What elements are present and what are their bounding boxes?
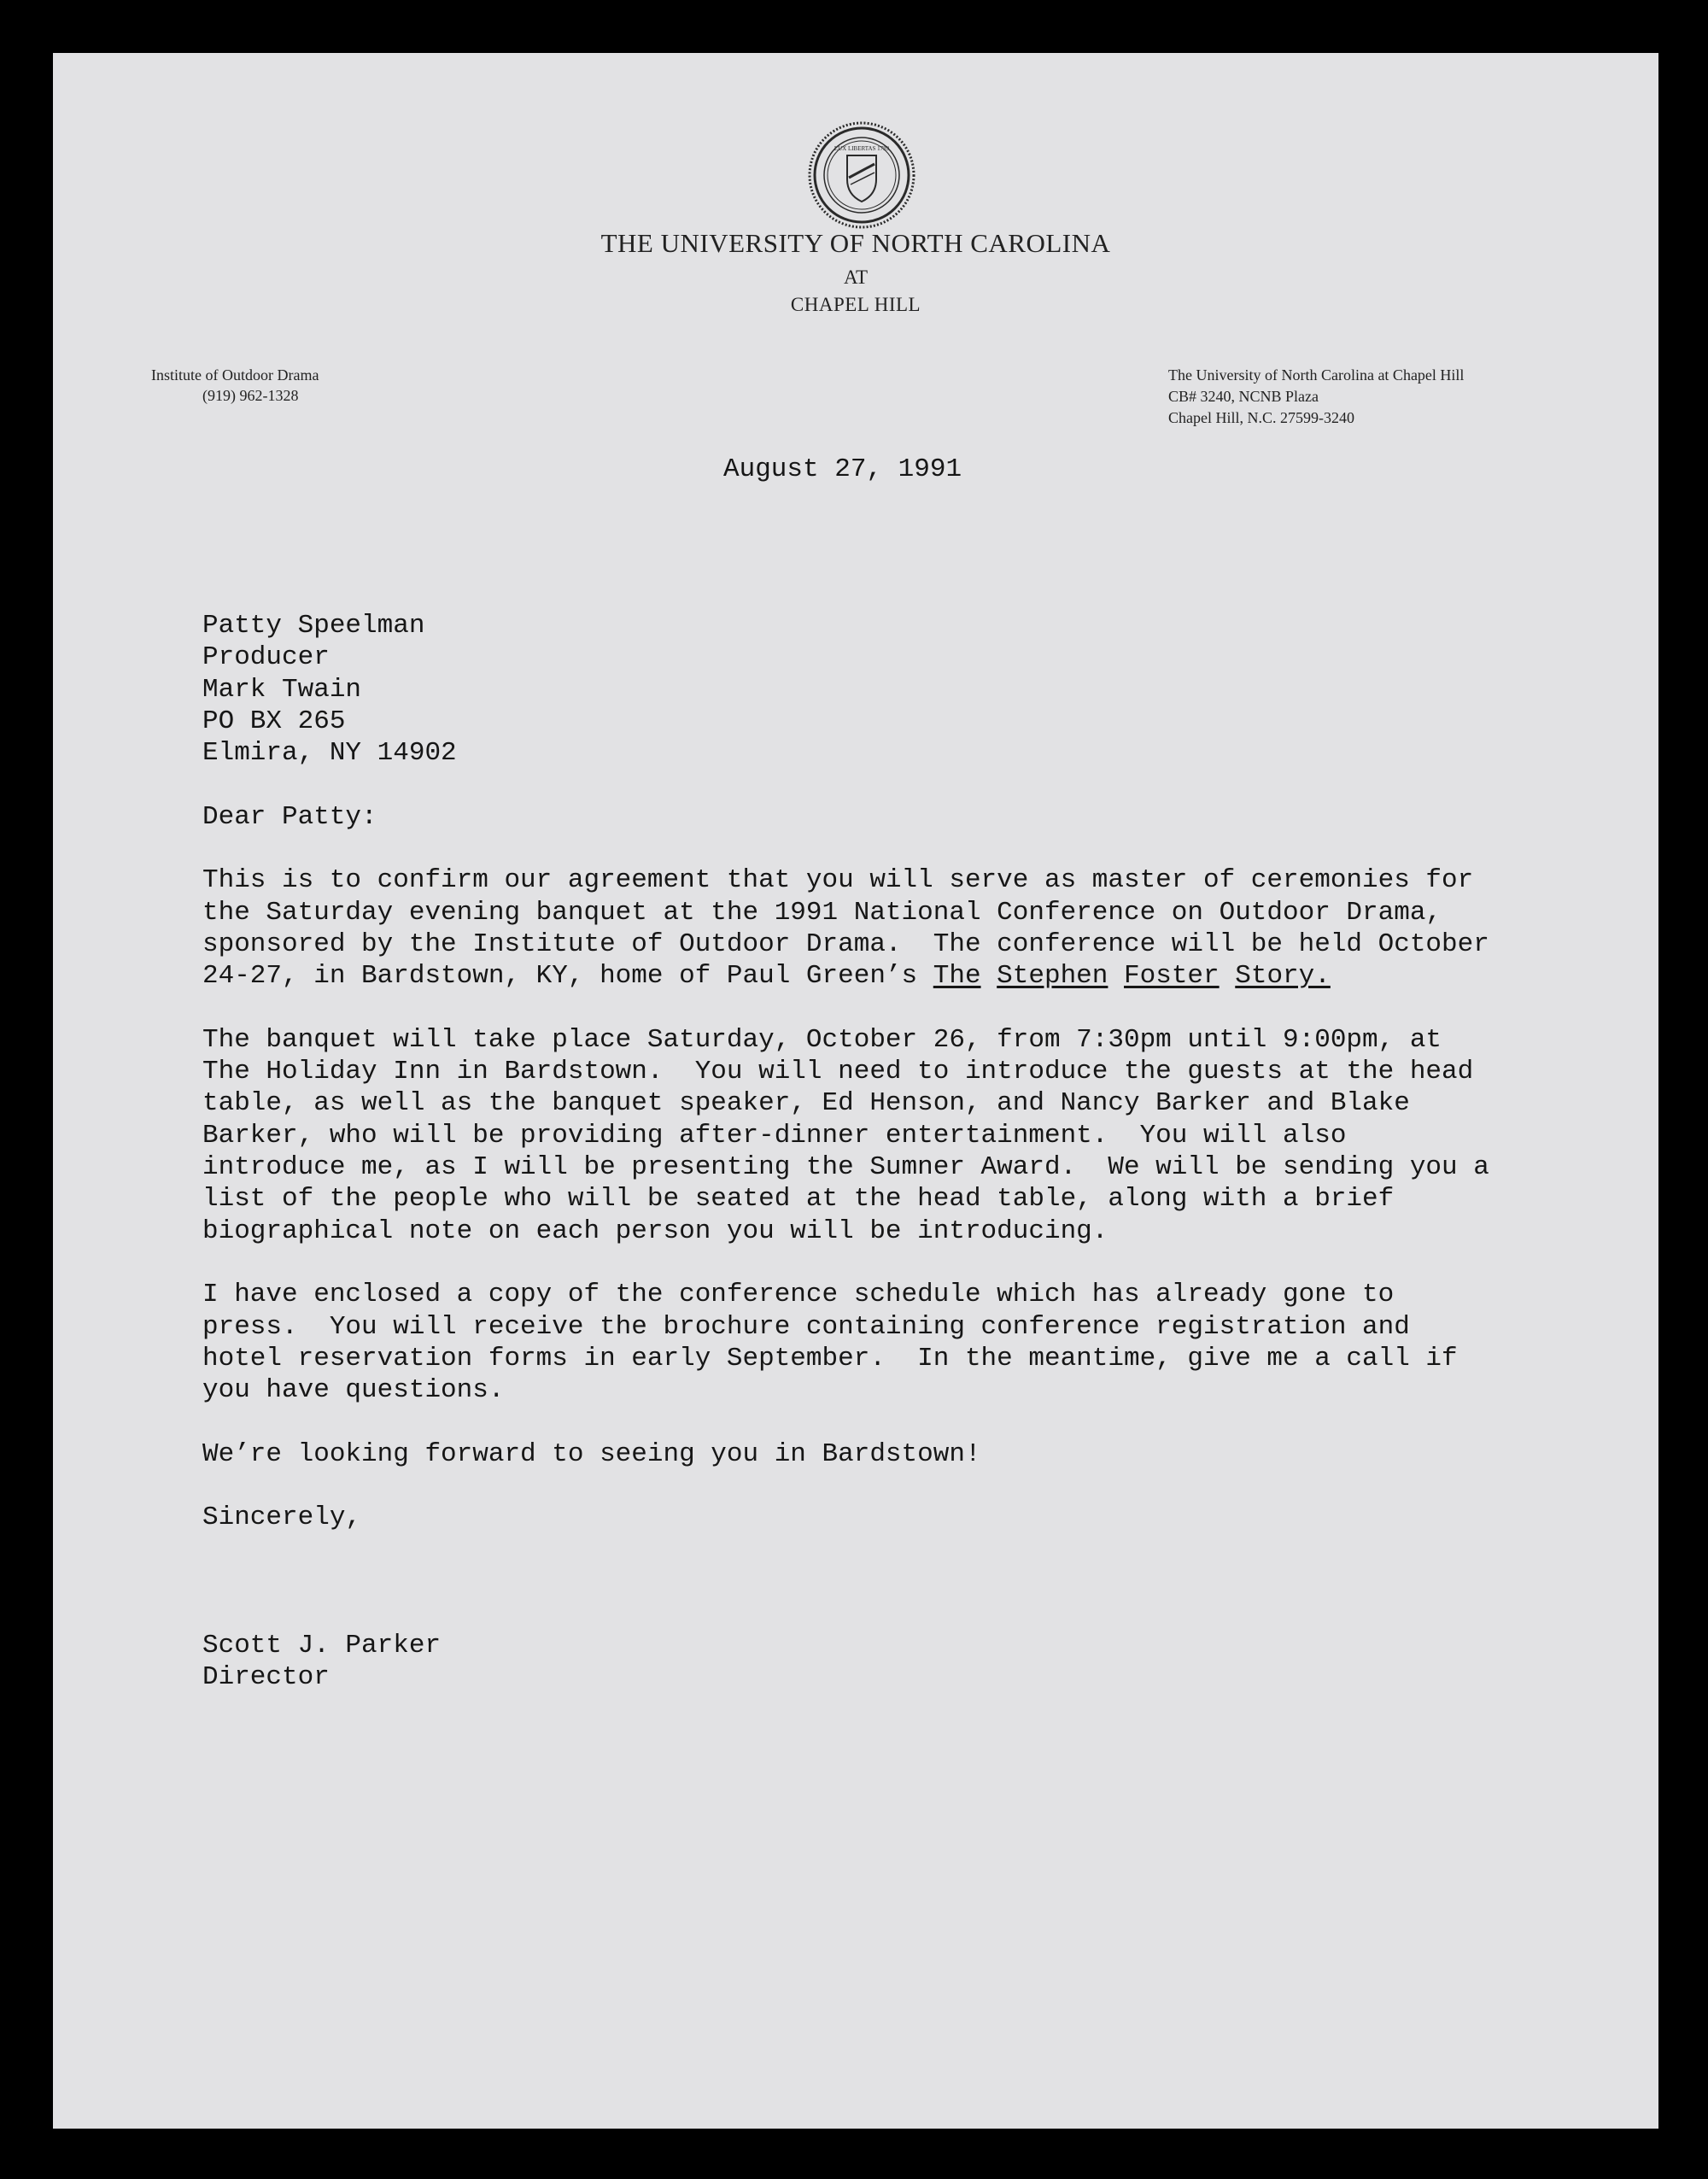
paragraph-2-line: biographical note on each person you will be introducing. — [202, 1215, 1108, 1246]
salutation: Dear Patty: — [202, 801, 377, 832]
play-title-word: Stephen — [997, 961, 1108, 992]
paragraph-1-last-line — [202, 960, 1489, 992]
university-seal-icon — [806, 120, 917, 231]
seal-motto: LUX LIBERTAS 1789 — [834, 145, 890, 152]
letter-page — [53, 53, 1658, 2129]
letter-date: August 27, 1991 — [723, 454, 962, 484]
signer-name: Scott J. Parker — [202, 1630, 442, 1661]
department-phone: (919) 962-1328 — [202, 387, 299, 404]
paragraph-2-line: The Holiday Inn in Bardstown. You will need to introduce the guests at the head — [202, 1057, 1474, 1087]
university-name: THE UNIVERSITY OF NORTH CAROLINA — [600, 228, 1111, 258]
paragraph-2-line: list of the people who will be seated at the head table, along with a brief — [202, 1184, 1395, 1215]
university-at: AT — [843, 267, 869, 288]
play-title-word: Story. — [1235, 961, 1331, 992]
recipient-city: Elmira, NY 14902 — [202, 738, 457, 769]
closing: Sincerely, — [202, 1502, 362, 1533]
university-campus: CHAPEL HILL — [790, 294, 921, 315]
recipient-name: Patty Speelman — [202, 611, 425, 641]
signer-title: Director — [202, 1661, 330, 1692]
address-line: Chapel Hill, N.C. 27599-3240 — [1168, 409, 1354, 426]
paragraph-3-line: press. You will receive the brochure containing conference registration and — [202, 1311, 1410, 1342]
paragraph-1-line: the Saturday evening banquet at the 1991 National Conference on Outdoor Drama, — [202, 897, 1442, 928]
paragraph-2-line: table, as well as the banquet speaker, Ed Henson, and Nancy Barker and Blake — [202, 1088, 1410, 1119]
department-block — [151, 365, 319, 406]
paragraph-2-line: Barker, who will be providing after-dinner entertainment. You will also — [202, 1120, 1347, 1151]
recipient-organization: Mark Twain — [202, 674, 362, 705]
mailing-address-block — [1168, 365, 1464, 429]
paragraph-1-line: This is to confirm our agreement that you will serve as master of ceremonies for — [202, 865, 1474, 896]
paragraph-3-line: hotel reservation forms in early September. In the meantime, give me a call if — [202, 1343, 1458, 1374]
paragraph-3-line: I have enclosed a copy of the conference schedule which has already gone to — [202, 1280, 1395, 1310]
play-title-word: Foster — [1124, 961, 1220, 992]
paragraph-2-line: The banquet will take place Saturday, October 26, from 7:30pm until 9:00pm, at — [202, 1024, 1442, 1055]
address-line: CB# 3240, NCNB Plaza — [1168, 388, 1319, 405]
paragraph-2-line: introduce me, as I will be presenting the Sumner Award. We will be sending you a — [202, 1152, 1489, 1183]
paragraph-1-prefix: 24-27, in Bardstown, KY, home of Paul Green’s — [202, 961, 933, 992]
paragraph-3-line: you have questions. — [202, 1375, 505, 1406]
paragraph-1-line: sponsored by the Institute of Outdoor Drama. The conference will be held October — [202, 928, 1489, 959]
letter-body — [202, 610, 1489, 1693]
department-name: Institute of Outdoor Drama — [151, 366, 319, 384]
recipient-title: Producer — [202, 642, 330, 673]
paragraph-4: We’re looking forward to seeing you in Bardstown! — [202, 1438, 981, 1469]
address-line: The University of North Carolina at Chapel Hill — [1168, 366, 1465, 384]
play-title-word: The — [933, 961, 981, 992]
recipient-po-box: PO BX 265 — [202, 706, 346, 736]
